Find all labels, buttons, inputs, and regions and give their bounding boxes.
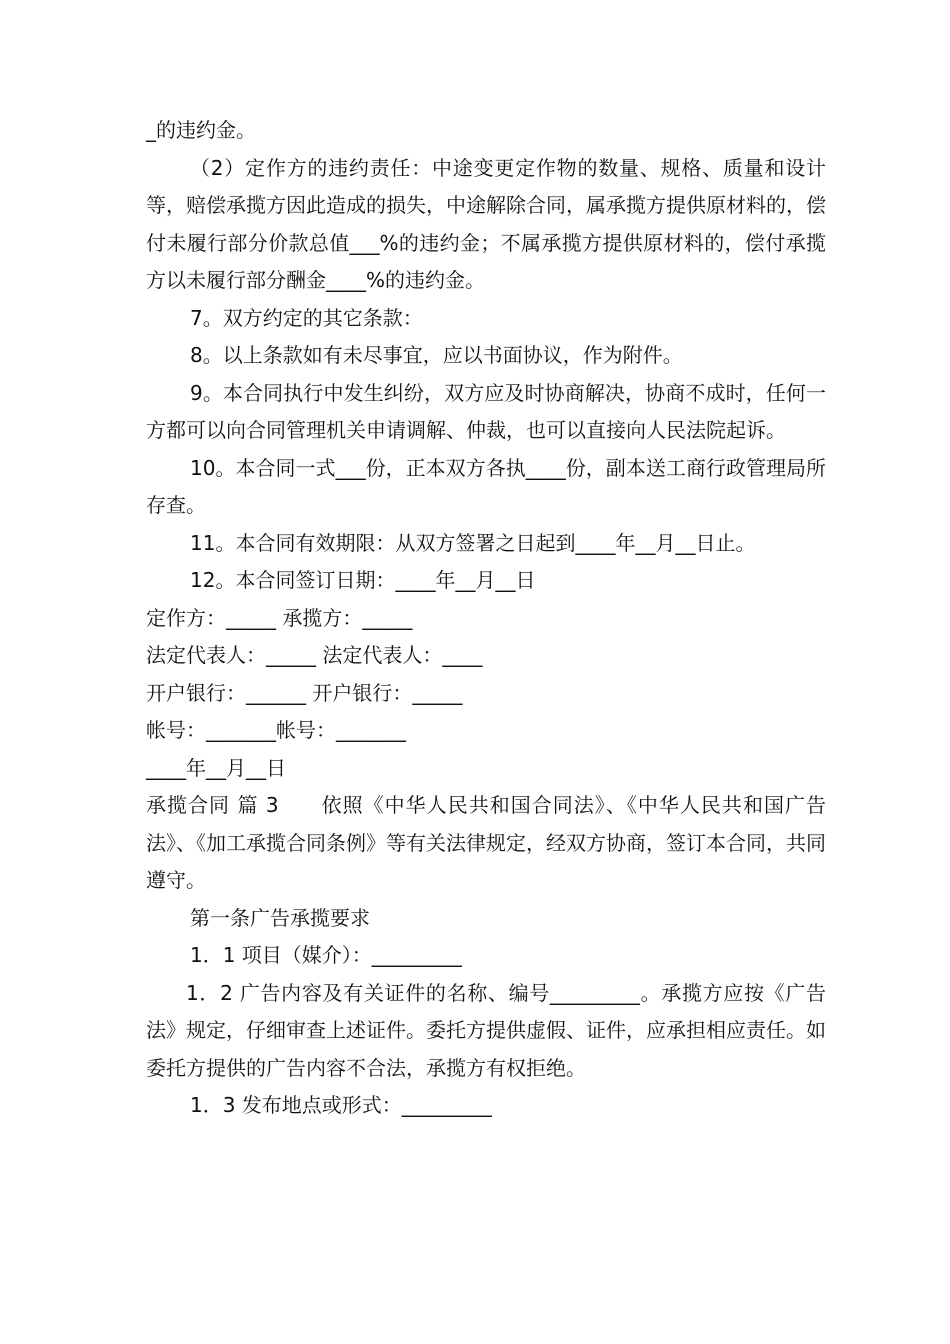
item-1-3-location: 1．3 发布地点或形式：_________	[190, 1093, 492, 1117]
paragraph-clause-10: 10。本合同一式___份，正本双方各执____份，副本送工商行政管理局所存查。	[146, 455, 826, 517]
paragraph-clause-12: 12。本合同签订日期：____年__月__日	[190, 568, 536, 592]
signature-banks: 开户银行：______ 开户银行：_____	[146, 680, 463, 705]
article-1-title: 第一条广告承揽要求	[190, 905, 370, 930]
item-1-1-project: 1．1 项目（媒介）：_________	[190, 943, 462, 967]
paragraph-clause-8: 8。以上条款如有未尽事宜，应以书面协议，作为附件。	[190, 343, 683, 367]
signature-date: ____年__月__日	[146, 755, 286, 780]
section-heading-contract-3: 承揽合同 篇 3 依照《中华人民共和国合同法》、《中华人民共和国广告法》、《加工承揽合同条例》等有关法律规定，经双方协商，签订本合同，共同遵守。	[146, 793, 826, 892]
paragraph-clause-11: 11。本合同有效期限：从双方签署之日起到____年__月__日止。	[190, 530, 756, 555]
signature-accounts: 帐号：_______帐号：_______	[146, 718, 406, 742]
document-body	[146, 112, 826, 1125]
paragraph-clause-7: 7。双方约定的其它条款：	[190, 305, 423, 330]
item-1-2-content: 1．2 广告内容及有关证件的名称、编号_________。承揽方应按《广告法》规定，仔细审查上述证件。委托方提供虚假、证件，应承担相应责任。如委托方提供的广告内容不合法，承揽方有权拒绝。	[146, 980, 826, 1080]
paragraph-clause-9: 9。本合同执行中发生纠纷，双方应及时协商解决，协商不成时，任何一方都可以向合同管理机关申请调解、仲裁，也可以直接向人民法院起诉。	[146, 380, 826, 442]
paragraph-penalty-end: _的违约金。	[146, 118, 256, 142]
paragraph-orderer-liability: （2）定作方的违约责任：中途变更定作物的数量、规格、质量和设计等，赔偿承揽方因此造成的损失，中途解除合同，属承揽方提供原材料的，偿付未履行部分价款总值___%的违约金；不属承揽方提供原材料的，偿付承揽方以未履行部分酬金____%的违约金。	[146, 155, 826, 292]
signature-legal-representatives: 法定代表人：_____ 法定代表人：____	[146, 643, 483, 667]
signature-parties: 定作方：_____ 承揽方：_____	[146, 605, 413, 630]
